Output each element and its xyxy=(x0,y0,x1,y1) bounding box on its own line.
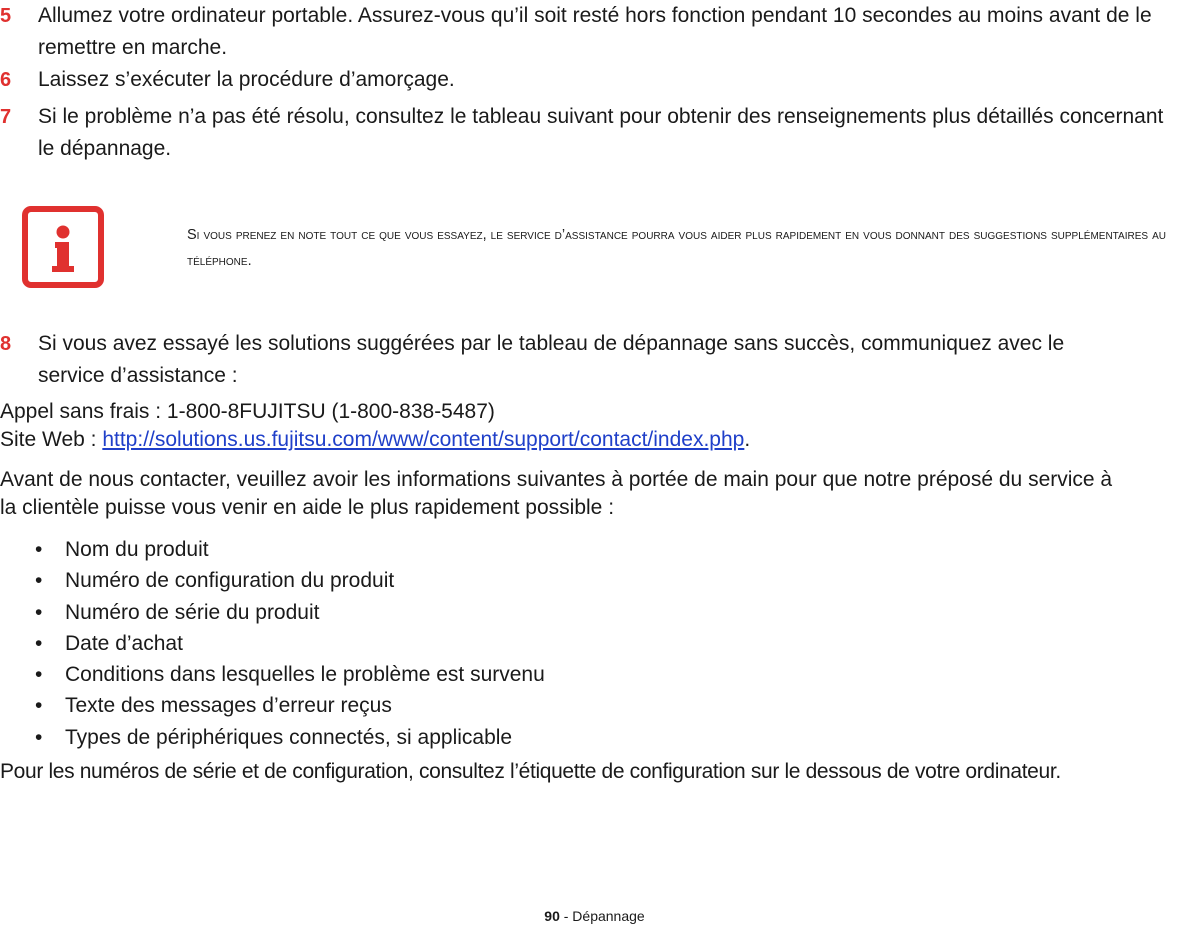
list-item: • Types de périphériques connectés, si applicable xyxy=(0,722,1189,753)
list-item: • Nom du produit xyxy=(0,534,1189,565)
step-number: 5 xyxy=(0,5,12,27)
support-link[interactable]: http://solutions.us.fujitsu.com/www/content/support/contact/index.php xyxy=(102,428,745,451)
info-icon xyxy=(22,206,104,288)
step-text: Si le problème n’a pas été résolu, consultez le tableau suivant pour obtenir des renseignements plus détaillés concernant le dépannage. xyxy=(38,105,1164,160)
bullet-icon: • xyxy=(35,725,43,749)
bullet-icon: • xyxy=(35,663,43,687)
section-name: - Dépannage xyxy=(559,908,645,924)
bullet-icon: • xyxy=(35,631,43,655)
website-label: Site Web : xyxy=(0,428,103,451)
step-5 xyxy=(0,0,1189,64)
page-footer xyxy=(0,906,1189,926)
info-note xyxy=(22,206,1182,290)
bullet-icon: • xyxy=(35,569,43,593)
page-number: 90 xyxy=(544,908,560,924)
step-number: 6 xyxy=(0,69,12,91)
step-6 xyxy=(0,64,1189,96)
list-item: • Numéro de série du produit xyxy=(0,597,1189,628)
closing-paragraph: Pour les numéros de série et de configuration, consultez l’étiquette de configuration sur le dessous de votre ordinateur. xyxy=(0,760,1061,783)
list-item: • Texte des messages d’erreur reçus xyxy=(0,690,1189,721)
step-text: Allumez votre ordinateur portable. Assurez-vous qu’il soit resté hors fonction pendant 10 secondes au moins avant de le remettre en marche. xyxy=(38,4,1152,59)
step-8 xyxy=(0,328,1189,392)
bullet-icon: • xyxy=(35,538,43,561)
step-number: 7 xyxy=(0,106,12,128)
phone-line: Appel sans frais : 1-800-8FUJITSU (1-800-838-5487) xyxy=(0,400,495,423)
bullet-icon: • xyxy=(35,600,43,624)
bullet-icon: • xyxy=(35,694,43,718)
list-item: • Conditions dans lesquelles le problème est survenu xyxy=(0,659,1189,690)
website-line xyxy=(0,426,1189,454)
list-item: • Date d’achat xyxy=(0,628,1189,659)
website-suffix: . xyxy=(744,428,751,451)
step-text: Si vous avez essayé les solutions suggérées par le tableau de dépannage sans succès, communiquez avec le service d’assistance : xyxy=(38,332,1065,387)
note-text: Si vous prenez en note tout ce que vous essayez, le service d’assistance pourra vous aider plus rapidement en vous donnant des suggestions supplémentaires au téléphone. xyxy=(187,227,1166,269)
info-list xyxy=(0,534,1189,753)
list-item: • Numéro de configuration du produit xyxy=(0,565,1189,596)
step-text: Laissez s’exécuter la procédure d’amorçage. xyxy=(38,68,455,91)
step-number: 8 xyxy=(0,333,12,355)
step-7 xyxy=(0,101,1189,165)
intro-paragraph: Avant de nous contacter, veuillez avoir les informations suivantes à portée de main pour que notre préposé du service à la clientèle puisse vous venir en aide le plus rapidement possible : xyxy=(0,468,1113,519)
